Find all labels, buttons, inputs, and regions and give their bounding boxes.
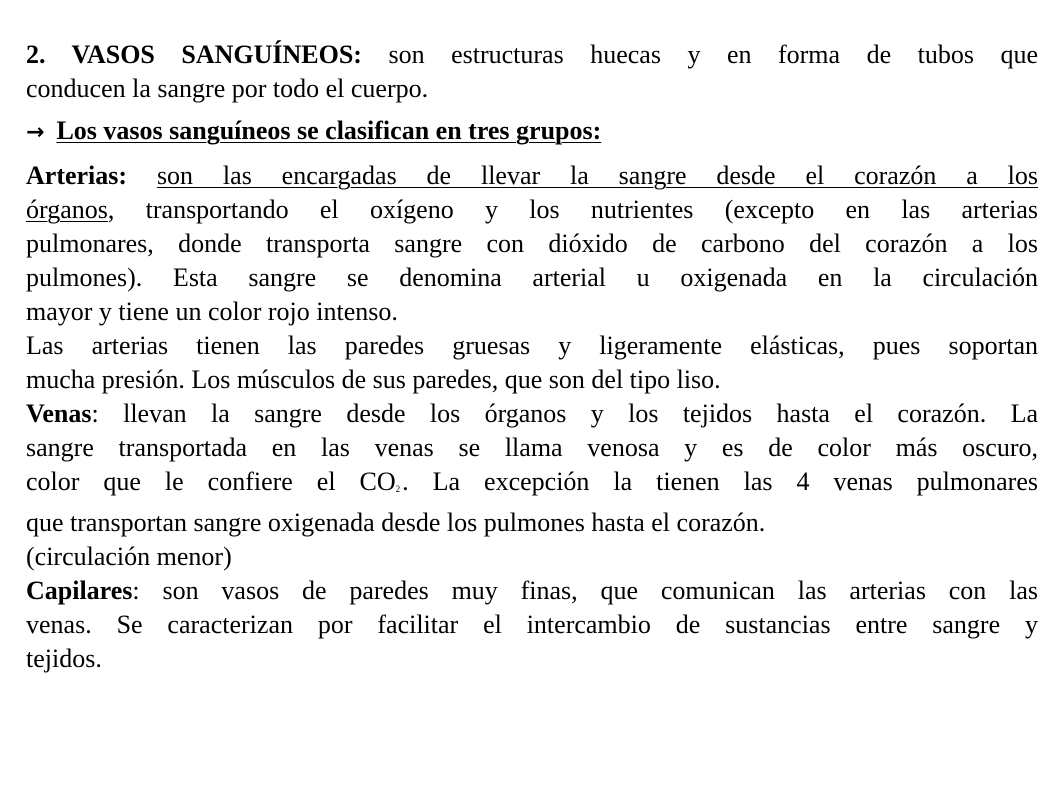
section-definition-part2: conducen la sangre por todo el cuerpo.	[26, 74, 429, 103]
arterias-line-7: mucha presión. Los músculos de sus paredes, que son del tipo liso.	[26, 365, 721, 394]
arterias-line-3: pulmonares, donde transporta sangre con dióxido de carbono del corazón a los	[26, 229, 1038, 258]
venas-line-1-rest: : llevan la sangre desde los órganos y los tejidos hasta el corazón. La	[91, 399, 1038, 428]
capilares-line-3: tejidos.	[26, 644, 102, 673]
section-heading-line	[26, 38, 1038, 72]
capilares-paragraph	[26, 574, 1038, 676]
section-title: 2. VASOS SANGUÍNEOS:	[26, 40, 362, 69]
classification-heading	[26, 114, 1038, 150]
classification-text: Los vasos sanguíneos se clasifican en tres grupos:	[56, 116, 602, 145]
arterias-line-1	[26, 159, 1038, 193]
venas-line-5: (circulación menor)	[26, 542, 232, 571]
arterias-underlined-text-2: órganos	[26, 195, 108, 224]
venas-line-2: sangre transportada en las venas se llama venosa y es de color más oscuro,	[26, 433, 1038, 462]
arterias-paragraph	[26, 159, 1038, 397]
co2-subscript: 2	[395, 484, 401, 494]
venas-line-4: que transportan sangre oxigenada desde los pulmones hasta el corazón.	[26, 508, 766, 537]
capilares-term: Capilares	[26, 576, 133, 605]
venas-term: Venas	[26, 399, 92, 428]
document-page	[26, 38, 1038, 676]
arterias-underlined-text-1: son las encargadas de llevar la sangre desde el corazón a los	[156, 161, 1038, 190]
section-definition-part1: son estructuras huecas y en forma de tubos que	[361, 40, 1038, 69]
section-intro	[26, 38, 1038, 106]
arterias-line-6: Las arterias tienen las paredes gruesas y ligeramente elásticas, pues soportan	[26, 331, 1038, 360]
arterias-line-4: pulmones). Esta sangre se denomina arterial u oxigenada en la circulación	[26, 263, 1038, 292]
capilares-line-1-rest: : son vasos de paredes muy finas, que comunican las arterias con las	[132, 576, 1038, 605]
capilares-line-1	[26, 574, 1038, 608]
venas-line-3-end: . La excepción la tienen las 4 venas pulmonares	[402, 467, 1038, 496]
arterias-line-2-rest: , transportando el oxígeno y los nutrientes (excepto en las arterias	[107, 195, 1038, 224]
arterias-line-5: mayor y tiene un color rojo intenso.	[26, 297, 398, 326]
venas-line-1	[26, 397, 1038, 431]
arterias-line-2	[26, 193, 1038, 227]
venas-line-3-start: color que le confiere el CO	[26, 467, 396, 496]
right-arrow-icon: →	[26, 120, 45, 145]
capilares-line-2: venas. Se caracterizan por facilitar el intercambio de sustancias entre sangre y	[26, 610, 1038, 639]
venas-paragraph	[26, 397, 1038, 574]
venas-line-3	[26, 465, 1038, 506]
arterias-term: Arterias:	[26, 161, 128, 190]
